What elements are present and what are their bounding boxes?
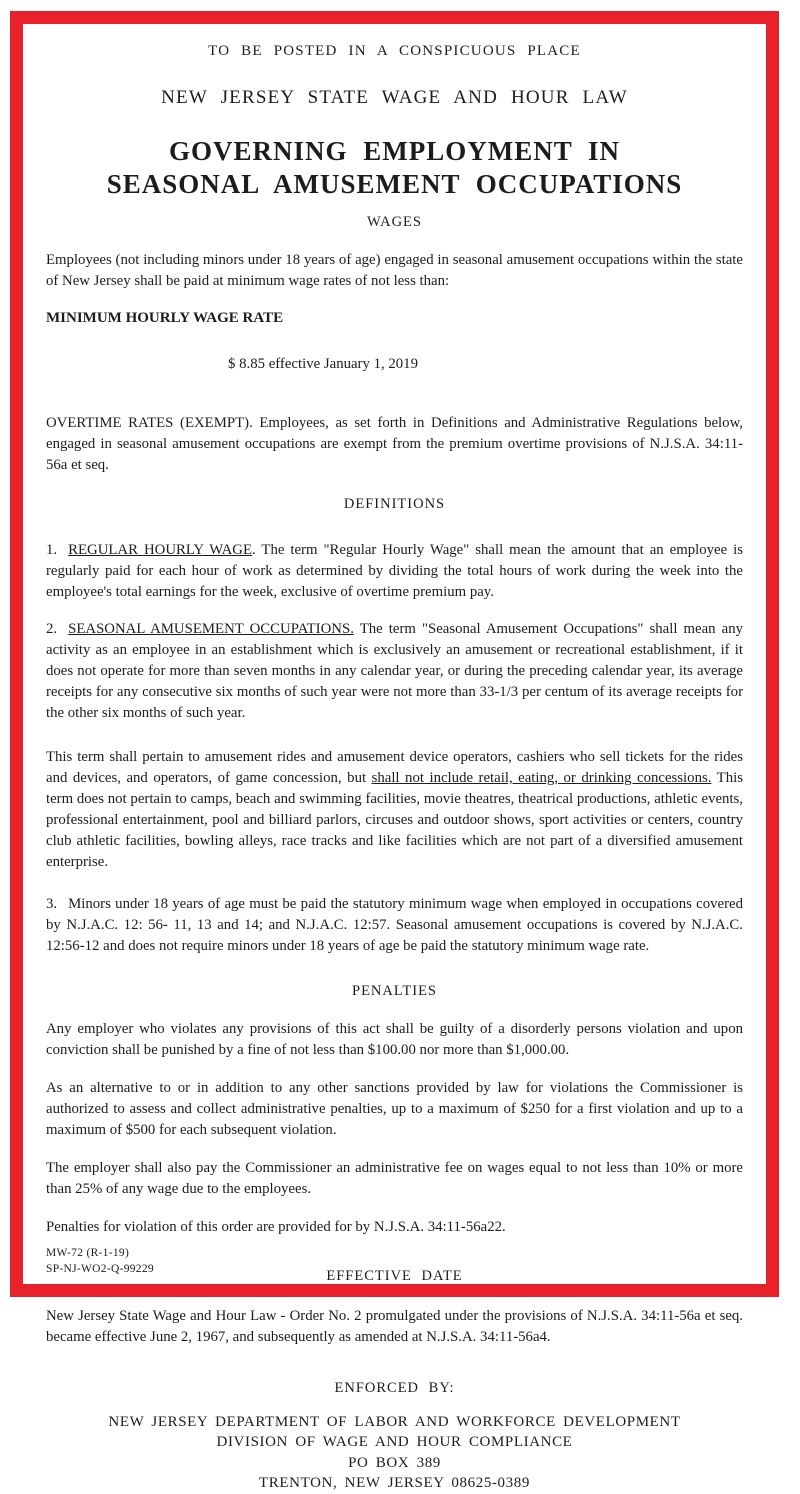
address-line-department: NEW JERSEY DEPARTMENT OF LABOR AND WORKFORCE DEVELOPMENT bbox=[108, 1413, 681, 1430]
overtime-paragraph: OVERTIME RATES (EXEMPT). Employees, as set forth in Definitions and Administrative Regulations below, engaged in seasonal amusement occupations are exempt from the premium overtime provisions of N.J.S.A. 34:11-56a et seq. bbox=[46, 414, 743, 473]
wages-intro-paragraph: Employees (not including minors under 18 years of age) engaged in seasonal amusement occupations within the state of New Jersey shall be paid at minimum wage rates of not less than: bbox=[46, 251, 743, 289]
wage-rate-line: $ 8.85 effective January 1, 2019 bbox=[228, 355, 418, 372]
pertain-paragraph bbox=[46, 747, 743, 873]
definition-item-3 bbox=[46, 894, 743, 957]
minimum-wage-label: MINIMUM HOURLY WAGE RATE bbox=[46, 309, 284, 326]
poster-red-frame bbox=[10, 11, 779, 1492]
definition-2-term-underlined: SEASONAL AMUSEMENT OCCUPATIONS. bbox=[68, 620, 354, 637]
pertain-lead-text: This term shall pertain to amusement rides and amusement device operators, cashiers who sell tickets for the rides and devices, and operators, of game concession, but bbox=[46, 748, 743, 786]
posted-notice: TO BE POSTED IN A CONSPICUOUS PLACE bbox=[208, 43, 581, 59]
poster-title-line1: GOVERNING EMPLOYMENT IN bbox=[168, 136, 621, 166]
definition-1-number: 1. bbox=[46, 541, 58, 558]
address-line-division: DIVISION OF WAGE AND HOUR COMPLIANCE bbox=[216, 1434, 573, 1451]
poster-title-line2: SEASONAL AMUSEMENT OCCUPATIONS bbox=[106, 168, 683, 199]
definition-2-number: 2. bbox=[46, 620, 58, 637]
address-line-city: TRENTON, NEW JERSEY 08625-0389 bbox=[259, 1475, 530, 1492]
penalties-paragraph-4: Penalties for violation of this order are provided for by N.J.S.A. 34:11-56a22. bbox=[46, 1218, 506, 1235]
form-number: MW-72 (R-1-19) bbox=[46, 1247, 130, 1259]
address-line-pobox: PO BOX 389 bbox=[348, 1454, 441, 1471]
print-code: SP-NJ-WO2-Q-99229 bbox=[46, 1263, 154, 1275]
definition-2-text: The term "Seasonal Amusement Occupations" shall mean any activity as an employee in an establishment which is exclusively an amusement or recreational establishment, if it does not operate for more than seven months in any calendar year, or during the preceding calendar year, its average receipts for any consecutive six months of such year were not more than 33-1/3 per centum of its average receipts for the other six months of such year. bbox=[46, 620, 743, 721]
penalties-paragraph-2: As an alternative to or in addition to any other sanctions provided by law for violations the Commissioner is authorized to assess and collect administrative penalties, up to a maximum of $250 for a first violation and up to a maximum of $500 for each subsequent violation. bbox=[46, 1079, 743, 1138]
section-heading-definitions: DEFINITIONS bbox=[343, 495, 446, 512]
definition-item-2 bbox=[46, 619, 743, 724]
definition-3-text: Minors under 18 years of age must be paid the statutory minimum wage when employed in occupations covered by N.J.A.C. 12: 56- 11, 13 and 14; and N.J.A.C. 12:57. Seasonal amusement occupations is covered by N.J.A.C. 12:56-12 and does not require minors under 18 years of age be paid the statutory minimum wage rate. bbox=[46, 895, 743, 954]
section-heading-effective-date: EFFECTIVE DATE bbox=[326, 1267, 463, 1284]
penalties-paragraph-1: Any employer who violates any provisions of this act shall be guilty of a disorderly persons violation and upon conviction shall be punished by a fine of not less than $100.00 nor more than $1,000.00. bbox=[46, 1020, 743, 1058]
pertain-rest-text: This term does not pertain to camps, beach and swimming facilities, movie theatres, theatrical productions, athletic events, professional entertainment, pool and billiard parlors, circuses and outdoor shows, sport activities or centers, country club athletic facilities, bowling alleys, race tracks and like facilities which are not part of a diversified amusement enterprise. bbox=[46, 769, 743, 870]
section-heading-wages: WAGES bbox=[367, 213, 422, 230]
definition-item-1 bbox=[46, 540, 743, 603]
definition-3-number: 3. bbox=[46, 895, 58, 912]
section-heading-enforced-by: ENFORCED BY: bbox=[334, 1379, 455, 1396]
poster-title bbox=[46, 135, 743, 201]
law-title: NEW JERSEY STATE WAGE AND HOUR LAW bbox=[161, 87, 628, 108]
effective-date-paragraph: New Jersey State Wage and Hour Law - Order No. 2 promulgated under the provisions of N.J.S.A. 34:11-56a et seq. became effective June 2, 1967, and subsequently as amended at N.J.S.A. 34:11-56a4. bbox=[46, 1307, 743, 1345]
enforcement-address-block bbox=[46, 1412, 743, 1494]
poster-content bbox=[23, 24, 766, 1492]
footer-codes bbox=[46, 1245, 154, 1277]
definition-1-text: . The term "Regular Hourly Wage" shall mean the amount that an employee is regularly paid for each hour of work as determined by dividing the total hours of work during the week into the employee's total earnings for the week, exclusive of overtime premium pay. bbox=[46, 541, 743, 600]
definition-1-term-underlined: REGULAR HOURLY WAGE bbox=[68, 541, 253, 558]
pertain-underlined-text: shall not include retail, eating, or drinking concessions. bbox=[371, 769, 712, 786]
section-heading-penalties: PENALTIES bbox=[352, 982, 437, 999]
penalties-paragraph-3: The employer shall also pay the Commissioner an administrative fee on wages equal to not less than 10% or more than 25% of any wage due to the employees. bbox=[46, 1159, 743, 1197]
